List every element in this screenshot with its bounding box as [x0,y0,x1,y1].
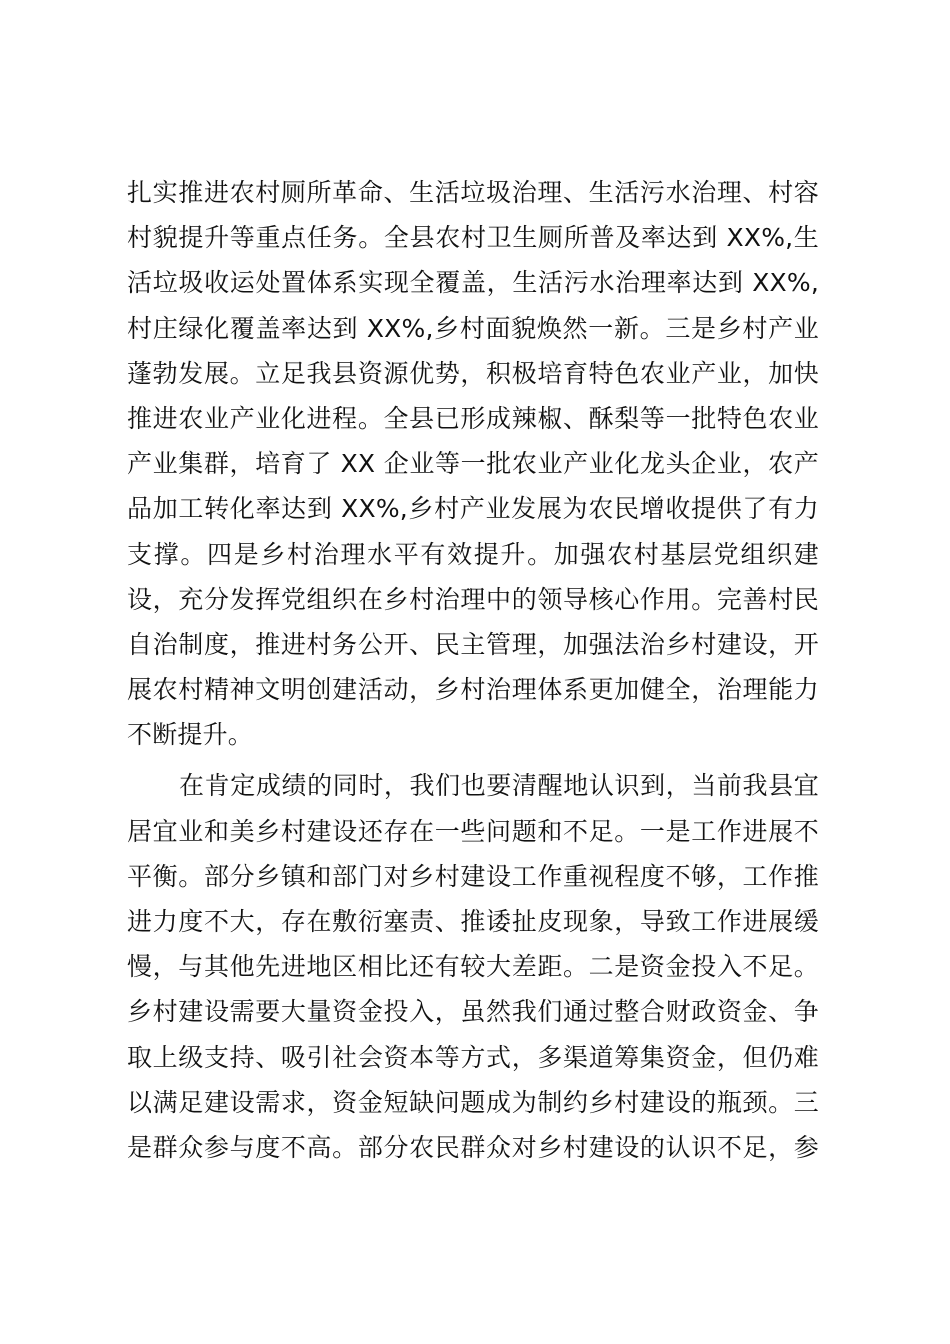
text-line: 是群众参与度不高。部分农民群众对乡村建设的认识不足，参 [127,1132,819,1162]
text-line: 推进农业产业化进程。全县已形成辣椒、酥梨等一批特色农业 [127,403,819,433]
text-line: 慢，与其他先进地区相比还有较大差距。二是资金投入不足。 [127,952,819,982]
text-line: 品加工转化率达到 XX%,乡村产业发展为农民增收提供了有力 [127,494,819,524]
text-line: 设，充分发挥党组织在乡村治理中的领导核心作用。完善村民 [127,584,819,614]
text-line: 活垃圾收运处置体系实现全覆盖，生活污水治理率达到 XX%, [127,268,819,298]
text-line: 居宜业和美乡村建设还存在一些问题和不足。一是工作进展不 [127,816,819,846]
text-line: 平衡。部分乡镇和部门对乡村建设工作重视程度不够，工作推 [127,861,819,891]
text-line: 展农村精神文明创建活动，乡村治理体系更加健全，治理能力 [127,675,819,705]
text-line: 进力度不大，存在敷衍塞责、推诿扯皮现象，导致工作进展缓 [127,907,819,936]
text-line: 村庄绿化覆盖率达到 XX%,乡村面貌焕然一新。三是乡村产业 [127,313,819,343]
text-line: 在肯定成绩的同时，我们也要清醒地认识到，当前我县宜 [179,771,819,801]
text-line: 以满足建设需求，资金短缺问题成为制约乡村建设的瓶颈。三 [127,1087,819,1117]
text-line: 自治制度，推进村务公开、民主管理，加强法治乡村建设，开 [127,629,819,659]
text-line: 乡村建设需要大量资金投入，虽然我们通过整合财政资金、争 [127,997,819,1027]
paragraph-achievements [127,170,819,757]
text-line: 不断提升。 [127,720,254,750]
text-line: 产业集群，培育了 XX 企业等一批农业产业化龙头企业，农产 [127,449,819,479]
text-line: 支撑。四是乡村治理水平有效提升。加强农村基层党组织建 [127,539,819,569]
document-body [127,170,819,1170]
text-line: 取上级支持、吸引社会资本等方式，多渠道筹集资金，但仍难 [127,1042,819,1072]
paragraph-problems [127,763,819,1170]
text-line: 扎实推进农村厕所革命、生活垃圾治理、生活污水治理、村容 [127,178,819,207]
text-line: 蓬勃发展。立足我县资源优势，积极培育特色农业产业，加快 [127,358,819,388]
text-line: 村貌提升等重点任务。全县农村卫生厕所普及率达到 XX%,生 [127,223,819,253]
